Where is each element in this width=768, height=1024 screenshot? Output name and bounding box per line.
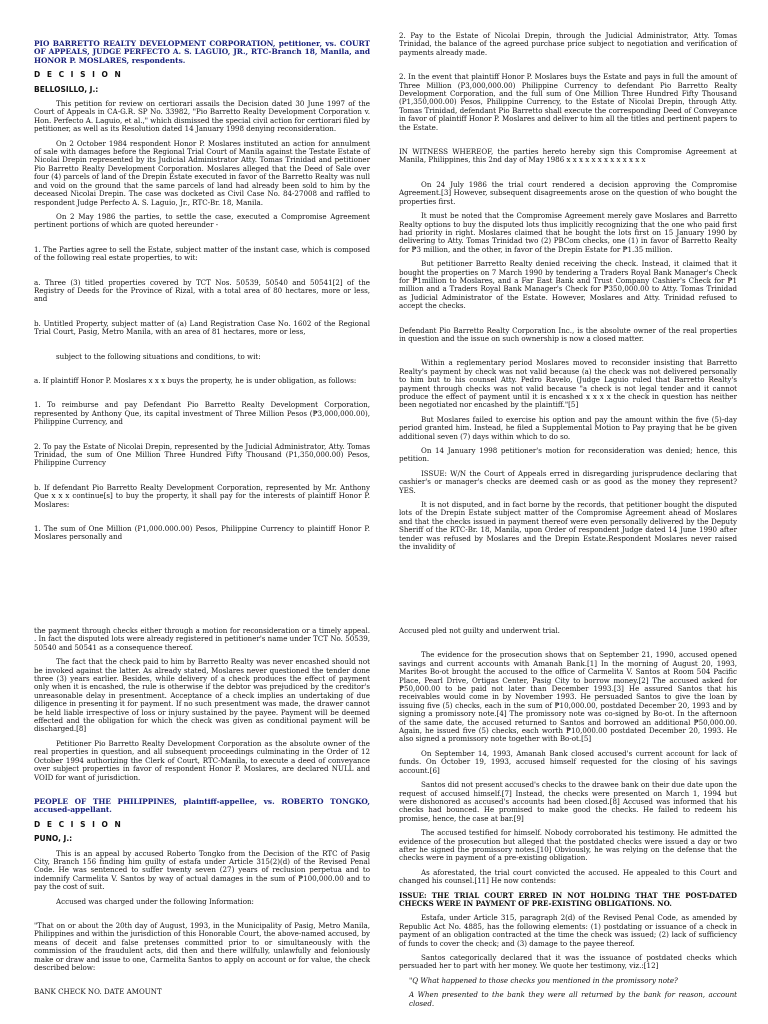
page1-left-column: [34, 40, 370, 548]
paragraph: b. Untitled Property, subject matter of (a) Land Registration Case No. 1602 of the Regional Trial Court, Pasig, Metro Manila, with an area of 81 hectares, more or less,: [34, 318, 370, 337]
paragraph: Within a reglementary period Moslares moved to reconsider insisting that Barretto Realty's payment by check was not valid because (a) the check was not delivered personally to him but to his counsel Atty. Pedro Ravelo, (Judge Laguio ruled that Barretto Realty's payment through checks was not valid because "a check is not legal tender and it cannot produce the effect of payment until it is encashed x x x x the check in question has neither been negotiated nor encashed by the plaintiff."[5]: [399, 358, 737, 410]
page2-right-column: [399, 627, 737, 1014]
paragraph: Santos categorically declared that it was the issuance of postdated checks which persuaded her to part with her money. We quote her testimony, viz.:[12]: [399, 953, 737, 971]
paragraph: Defendant Pio Barretto Realty Corporation Inc., is the absolute owner of the real properties in question and the issue on such ownership is now a closed matter.: [399, 325, 737, 343]
issue-statement: ISSUE: THE TRIAL COURT ERRED IN NOT HOLDING THAT THE POST-DATED CHECKS WERE IN PAYMENT OF PRE-EXISTING OBLIGATIONS. NO.: [399, 890, 737, 908]
paragraph: Estafa, under Article 315, paragraph 2(d) of the Revised Penal Code, as amended by Republic Act No. 4885, has the following elements: (1) postdating or issuance of a check in payment of an obligation contracted at the time the check was issued; (2) lack of sufficiency of funds to cover the check; and (3) damage to the payee thereof.: [399, 913, 737, 948]
paragraph: But petitioner Barretto Realty denied receiving the check. Instead, it claimed that it bought the properties on 7 March 1990 by tendering a Traders Royal Bank Manager's Check for ₱1million to Moslares, and a Far East Bank and Trust Company Cashier's Check for ₱1 million and a Traders Royal Bank Manager's Check for ₱350,000.00 to Atty. Tomas Trinidad as Judicial Administrator of the Estate. However, Moslares and Atty. Trinidad refused to accept the checks.: [399, 259, 737, 311]
paragraph: a. If plaintiff Honor P. Moslares x x x buys the property, he is under obligation, as follows:: [34, 375, 357, 385]
paragraph: It is not disputed, and in fact borne by the records, that petitioner bought the disputed lots of the Drepin Estate subject matter of the Compromise Agreement ahead of Moslares and that the checks issued in payment thereof were even personally delivered by the Deputy Sheriff of the RTC-Br. 18, Manila, upon Order of respondent Judge dated 14 June 1990 after tender was refused by Moslares and the Drepin Estate.Respondent Moslares never raised the invalidity of: [399, 500, 737, 552]
paragraph: 2. To pay the Estate of Nicolai Drepin, represented by the Judicial Administrator, Atty. Tomas Trinidad, the sum of One Million Three Hundred Fifty Thousand (P1,350,000.00) Pesos, Philippine Currency: [34, 441, 370, 468]
paragraph: Accused was charged under the following Information:: [56, 896, 254, 906]
paragraph: Santos did not present accused's checks to the drawee bank on their due date upon the request of accused himself.[7] Instead, the checks were presented on March 1, 1994 but were dishonored as accused's accounts had been closed.[8] Accused was informed that his checks had bounced. He promised to make good the checks. He failed to redeem his promise, hence, the case at bar.[9]: [399, 780, 737, 823]
paragraph: On 2 October 1984 respondent Honor P. Moslares instituted an action for annulment of sale with damages before the Regional Trial Court of Manila against the Testate Estate of Nicolai Drepin represented by its Judicial Administrator Atty. Tomas Trinidad and petitioner Pio Barretto Realty Development Corporation. Moslares alleged that the Deed of Sale over four (4) parcels of land of the Drepin Estate executed in favor of the Barretto Realty was null and void on the ground that the same parcels of land had already been sold to him by the deceased Nicolai Drepin. The case was docketed as Civil Case No. 84-27008 and raffled to respondent Judge Perfecto A. S. Laguio, Jr., RTC-Br. 18, Manila.: [34, 138, 370, 207]
decision-heading: D E C I S I O N: [34, 70, 123, 80]
paragraph: Accused pled not guilty and underwent trial.: [399, 626, 560, 635]
paragraph: The evidence for the prosecution shows that on September 21, 1990, accused opened savings and current accounts with Amanah Bank.[1] In the morning of August 20, 1993, Marites Bo-ot brought the accused to the office of Carmelita V. Santos at Room 504 Pacific Place, Pearl Drive, Ortigas Center, Pasig City to borrow money.[2] The accused asked for ₱50,000.00 to be paid not later than December 1993.[3] He assured Santos that his receivables would come in by November 1993. He persuaded Santos to give the loan by issuing five (5) checks, each in the sum of ₱10,000.00, postdated December 20, 1993 and by signing a promissory note.[4] The promissory note was co-signed by Bo-ot. In the afternoon of the same date, the accused returned to Santos and borrowed an additional ₱50,000.00. Again, he issued five (5) checks, each worth ₱10,000.00 postdated December 20, 1993. He also signed a promissory note together with Bo-ot.[5]: [399, 650, 737, 744]
paragraph: On September 14, 1993, Amanah Bank closed accused's current account for lack of funds. On October 19, 1993, accused himself requested for the closing of his savings account.[6]: [399, 748, 737, 775]
decision-heading: D E C I S I O N: [34, 819, 123, 829]
testimony-answer: A When presented to the bank they were all returned by the bank for reason, account closed.: [409, 990, 737, 1008]
paragraph: ISSUE: W/N the Court of Appeals erred in disregarding jurisprudence declaring that cashier's or manager's checks are deemed cash or as good as the money they represent? YES.: [399, 468, 737, 495]
paragraph: The accused testified for himself. Nobody corroborated his testimony. He admitted the evidence of the prosecution but alleged that the postdated checks were issued a day or two after he signed the promissory notes.[10] Obviously, he was relying on the defense that the checks were in payment of a pre-existing obligation.: [399, 828, 737, 863]
case-title-tongko: PEOPLE OF THE PHILIPPINES, plaintiff-appellee, vs. ROBERTO TONGKO, accused-appellant.: [34, 796, 370, 815]
paragraph: 2. Pay to the Estate of Nicolai Drepin, through the Judicial Administrator, Atty. Tomas Trinidad, the balance of the agreed purchase price subject to negotiation and verification of payments already made.: [399, 31, 737, 57]
justice-name: PUNO, J.:: [34, 834, 73, 844]
page1-right-column: [399, 32, 737, 558]
paragraph: Petitioner Pio Barretto Realty Development Corporation as the absolute owner of the real properties in question, and all subsequent proceedings culminating in the Order of 12 October 1994 authorizing the Clerk of Court, RTC-Manila, to execute a deed of conveyance over subject properties in favor of respondent Honor P. Moslares, are declared NULL and VOID for want of jurisdiction.: [34, 738, 370, 782]
paragraph: But Moslares failed to exercise his option and pay the amount within the five (5)-day period granted him. Instead, he filed a Supplemental Motion to Pay praying that he be given additional seven (7) days within which to do so.: [399, 414, 737, 441]
paragraph: BANK CHECK NO. DATE AMOUNT: [34, 987, 162, 997]
paragraph: a. Three (3) titled properties covered by TCT Nos. 50539, 50540 and 50541[2] of the Registry of Deeds for the Province of Rizal, with a total area of 80 hectares, more or less, and: [34, 277, 370, 304]
paragraph: b. If defendant Pio Barretto Realty Development Corporation, represented by Mr. Anthony Que x x x continue[s] to buy the property, it shall pay for the interests of plaintiff Honor P. Moslares:: [34, 482, 370, 509]
page2-left-column: [34, 627, 370, 1003]
paragraph: subject to the following situations and conditions, to wit:: [56, 351, 261, 361]
paragraph: 1. To reimburse and pay Defendant Pio Barretto Realty Development Corporation, represented by Anthony Que, its capital investment of Three Million Pesos (₱3,000,000.00), Philippine Currency, and: [34, 400, 370, 427]
paragraph: As aforestated, the trial court convicted the accused. He appealed to this Court and changed his counsel.[11] He now contends:: [399, 867, 737, 886]
paragraph: On 24 July 1986 the trial court rendered a decision approving the Compromise Agreement.[3] However, subsequent disagreements arose on the question of who bought the properties first.: [399, 179, 737, 206]
paragraph: the payment through checks either through a motion for reconsideration or a timely appeal. . In fact the disputed lots were already registered in petitioner's name under TCT No. 50539, 50540 and 50541 as a consequence thereof.: [34, 626, 371, 652]
justice-name: BELLOSILLO, J.:: [34, 84, 99, 94]
paragraph: 1. The Parties agree to sell the Estate, subject matter of the instant case, which is composed of the following real estate properties, to wit:: [34, 244, 370, 263]
paragraph: It must be noted that the Compromise Agreement merely gave Moslares and Barretto Realty options to buy the disputed lots thus implicitly recognizing that the one who paid first had priority in right. Moslares claimed that he bought the lots first on 15 January 1990 by delivering to Atty. Tomas Trinidad two (2) PBCom checks, one (1) in favor of Barretto Realty for ₱3 million, and the other, in favor of the Drepin Estate for ₱1.35 million.: [399, 211, 737, 254]
testimony-question: "Q What happened to those checks you mentioned in the promissory note?: [409, 975, 678, 985]
paragraph: IN WITNESS WHEREOF, the parties hereto hereby sign this Compromise Agreement at Manila, Philippines, this 2nd day of May 1986 x x x x x x x x x x x x x: [399, 147, 737, 165]
paragraph: This is an appeal by accused Roberto Tongko from the Decision of the RTC of Pasig City, Branch 156 finding him guilty of estafa under Article 315(2)(d) of the Revised Penal Code. He was sentenced to suffer twenty seven (27) years of reclusion perpetua and to indemnify Carmelita V. Santos by way of actual damages in the sum of ₱100,000.00 and to pay the cost of suit.: [34, 848, 370, 892]
paragraph: On 14 January 1998 petitioner's motion for reconsideration was denied; hence, this petition.: [399, 446, 737, 464]
paragraph: This petition for review on certiorari assails the Decision dated 30 June 1997 of the Court of Appeals in CA-G.R. SP No. 33982, "Pio Barretto Realty Development Corporation v. Hon. Perfecto A. Laguio, et al.," which dismissed the special civil action for certiorari filed by petitioner, as well as its Resolution dated 14 January 1998 denying reconsideration.: [34, 99, 371, 134]
paragraph: On 2 May 1986 the parties, to settle the case, executed a Compromise Agreement pertinent portions of which are quoted hereunder -: [34, 211, 370, 230]
paragraph: The fact that the check paid to him by Barretto Realty was never encashed should not be invoked against the latter. As already stated, Moslares never questioned the tender done three (3) years earlier. Besides, while delivery of a check produces the effect of payment only when it is encashed, the rule is otherwise if the debtor was prejudiced by the creditor's unreasonable delay in presentment. Acceptance of a check implies an undertaking of due diligence in presenting it for payment. If no such presentment was made, the drawer cannot be held liable irrespective of loss or injury sustained by the payee. Payment will be deemed effected and the obligation for which the check was given as conditional payment will be discharged.[8]: [34, 657, 370, 734]
paragraph: 2. In the event that plaintiff Honor P. Moslares buys the Estate and pays in full the amount of Three Million (P3,000,000.00) Philippine Currency to defendant Pio Barretto Realty Development Corporation, and the full sum of One Million Three Hundred Fifty Thousand (P1,350,000.00) Pesos, Philippine Currency, to the Estate of Nicolai Drepin, through Atty. Tomas Trinidad, defendant Pio Barretto shall execute the corresponding Deed of Conveyance in favor of plaintiff Honor P. Moslares and deliver to him all the titles and pertinent papers to the Estate.: [399, 72, 737, 132]
paragraph: 1. The sum of One Million (P1,000.000.00) Pesos, Philippine Currency to plaintiff Honor P. Moslares personally and: [34, 524, 370, 542]
paragraph: "That on or about the 20th day of August, 1993, in the Municipality of Pasig, Metro Manila, Philippines and within the jurisdiction of this Honorable Court, the above-named accused, by means of deceit and false pretenses committed prior to or simultaneously with the commission of the fraudulent acts, did then and there willfully, unlawfully and feloniously make or draw and issue to one, Carmelita Santos to apply on account or for value, the check described below:: [34, 920, 370, 972]
case-title-barretto: PIO BARRETTO REALTY DEVELOPMENT CORPORATION, petitioner, vs. COURT OF APPEALS, JUDGE PERFECTO A. S. LAGUIO, JR., RTC-Branch 18, Manila, and HONOR P. MOSLARES, respondents.: [34, 39, 370, 65]
